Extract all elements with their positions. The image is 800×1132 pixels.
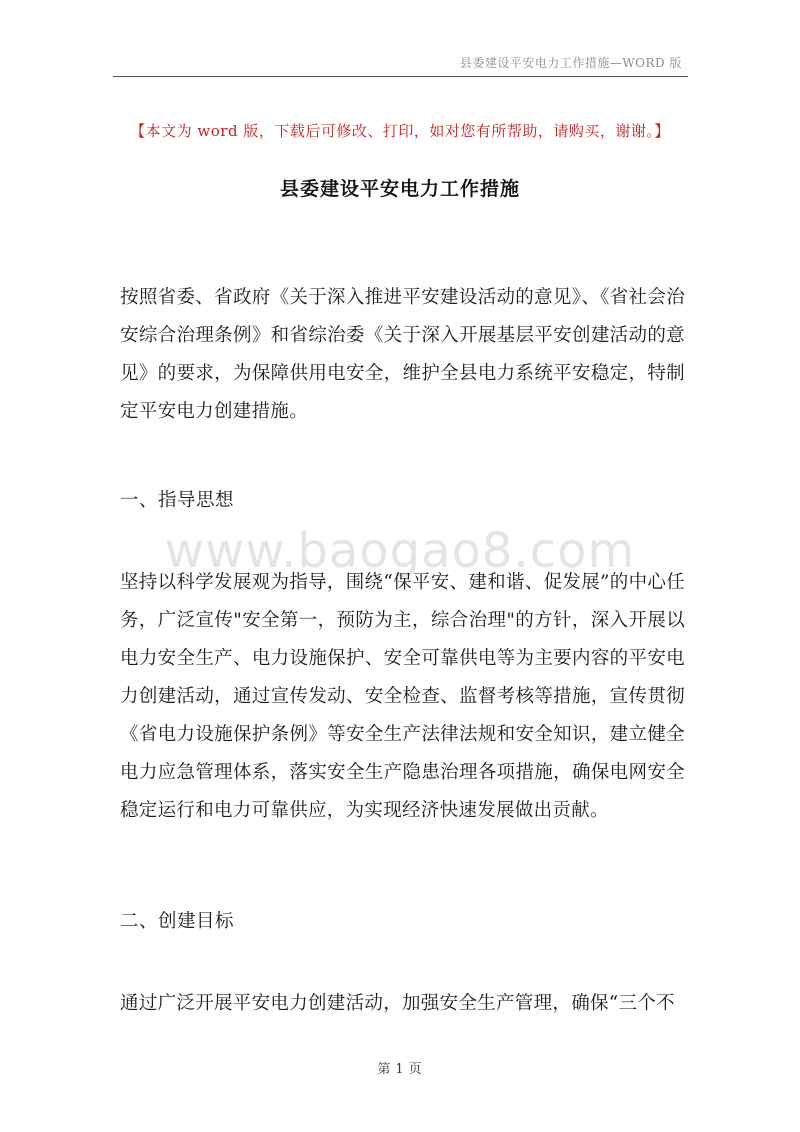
section-2-heading: 二、创建目标	[120, 911, 235, 932]
page-footer	[0, 1058, 800, 1077]
section-1-paragraph: 坚持以科学发展观为指导，围绕“保平安、建和谐、促发展”的中心任务，广泛宣传"安全第一，预防为主，综合治理"的方针，深入开展以电力安全生产、电力设施保护、安全可靠供电等为主要内容的平安电力创建活动，通过宣传发动、安全检查、监督考核等措施，宣传贯彻《省电力设施保护条例》等安全生产法律法规和安全知识，建立健全电力应急管理体系，落实安全生产隐患治理各项措施，确保电网安全稳定运行和电力可靠供应，为实现经济快速发展做出贡献。	[120, 572, 685, 821]
watermark: www.baogao8.com	[164, 523, 636, 579]
section-1-heading: 一、指导思想	[120, 490, 235, 511]
document-title: 县委建设平安电力工作措施	[279, 178, 520, 200]
footer-prefix: 第	[377, 1062, 392, 1077]
purchase-notice: 【本文为 word 版，下载后可修改、打印，如对您有所帮助，请购买，谢谢。】	[130, 122, 670, 140]
running-header: 县委建设平安电力工作措施—WORD 版	[459, 56, 682, 70]
footer-suffix: 页	[408, 1062, 423, 1077]
header-divider	[113, 76, 688, 77]
section-2-paragraph: 通过广泛开展平安电力创建活动，加强安全生产管理，确保“三个不	[120, 993, 675, 1014]
intro-paragraph: 按照省委、省政府《关于深入推进平安建设活动的意见》、《省社会治安综合治理条例》和省综治委《关于深入开展基层平安创建活动的意见》的要求，为保障供用电安全，维护全县电力系统平安稳定，特制定平安电力创建措施。	[120, 287, 685, 422]
page-number: 1	[395, 1062, 405, 1077]
